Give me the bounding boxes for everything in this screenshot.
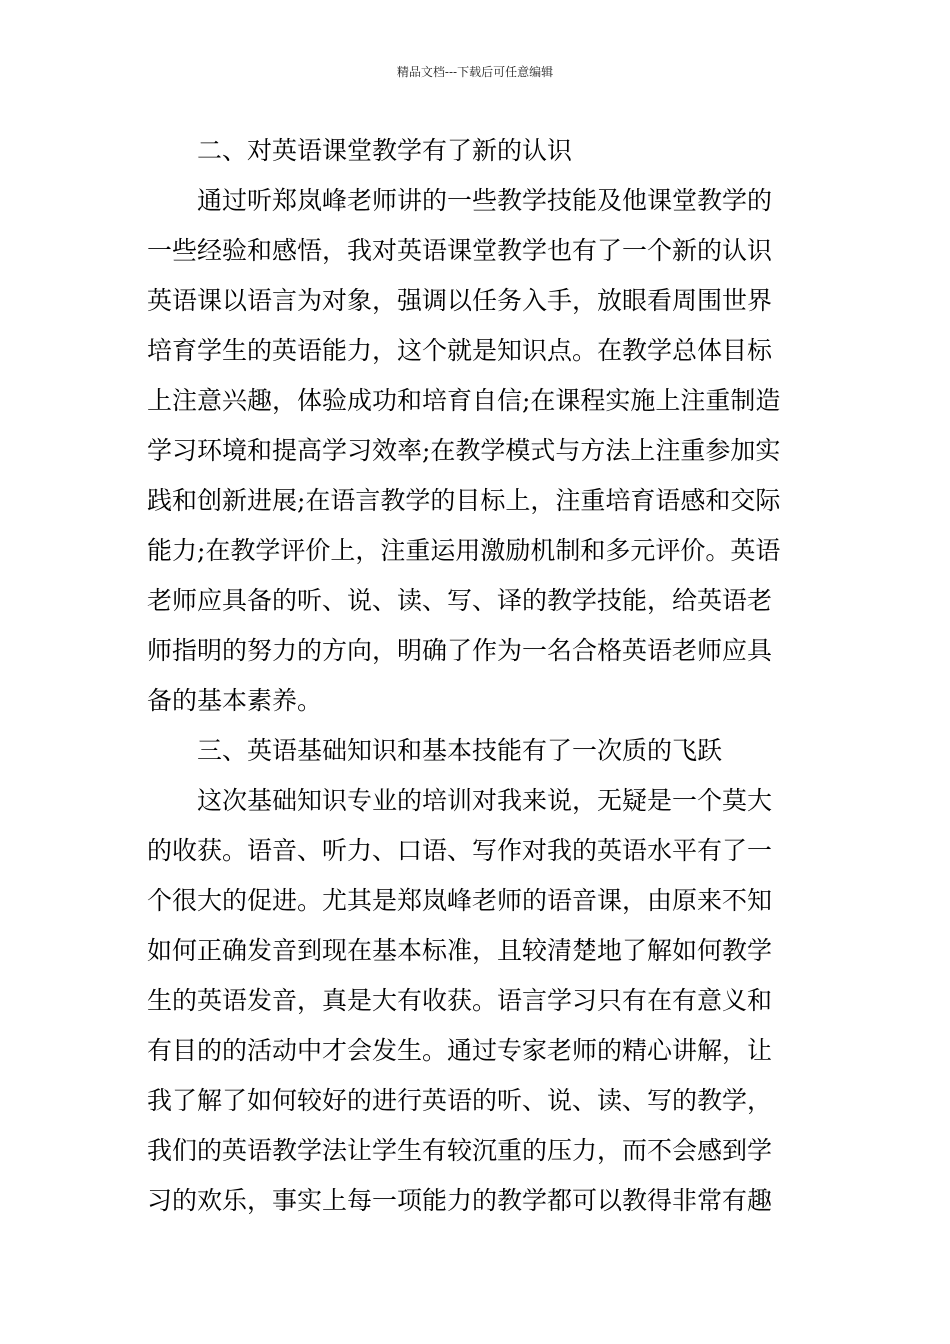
paragraph-line: 学习环境和提高学习效率;在教学模式与方法上注重参加实 xyxy=(147,436,781,465)
paragraph-line: 生的英语发音，真是大有收获。语言学习只有在有意义和 xyxy=(147,986,773,1015)
paragraph-section-2 xyxy=(147,176,807,726)
paragraph-line: 我了解了如何较好的进行英语的听、说、读、写的教学， xyxy=(147,1086,773,1115)
paragraph-line: 我们的英语教学法让学生有较沉重的压力，而不会感到学 xyxy=(147,1136,773,1165)
paragraph-line: 能力;在教学评价上，注重运用激励机制和多元评价。英语 xyxy=(147,536,781,565)
page-header: 精品文档---下载后可任意编辑 xyxy=(396,65,554,79)
paragraph-line: 备的基本素养。 xyxy=(147,686,323,715)
paragraph-line: 通过听郑岚峰老师讲的一些教学技能及他课堂教学的 xyxy=(197,186,773,215)
section-heading-2: 二、对英语课堂教学有了新的认识 xyxy=(197,136,573,165)
paragraph-line: 英语课以语言为对象，强调以任务入手，放眼看周围世界 xyxy=(147,286,773,315)
paragraph-line: 这次基础知识专业的培训对我来说，无疑是一个莫大 xyxy=(197,786,773,815)
paragraph-line: 的收获。语音、听力、口语、写作对我的英语水平有了一 xyxy=(147,836,773,865)
paragraph-section-3 xyxy=(147,776,807,1226)
paragraph-line: 如何正确发音到现在基本标准，且较清楚地了解如何教学 xyxy=(147,936,773,965)
paragraph-line: 老师应具备的听、说、读、写、译的教学技能，给英语老 xyxy=(147,586,773,615)
section-heading-3: 三、英语基础知识和基本技能有了一次质的飞跃 xyxy=(197,736,723,765)
document-body xyxy=(147,126,807,1226)
paragraph-line: 师指明的努力的方向，明确了作为一名合格英语老师应具 xyxy=(147,636,773,665)
paragraph-line: 习的欢乐，事实上每一项能力的教学都可以教得非常有趣 xyxy=(147,1186,773,1215)
paragraph-line: 一些经验和感悟，我对英语课堂教学也有了一个新的认识 xyxy=(147,236,773,265)
paragraph-line: 个很大的促进。尤其是郑岚峰老师的语音课，由原来不知 xyxy=(147,886,773,915)
paragraph-line: 培育学生的英语能力，这个就是知识点。在教学总体目标 xyxy=(147,336,773,365)
paragraph-line: 有目的的活动中才会发生。通过专家老师的精心讲解，让 xyxy=(147,1036,773,1065)
paragraph-line: 践和创新进展;在语言教学的目标上，注重培育语感和交际 xyxy=(147,486,781,515)
paragraph-line: 上注意兴趣，体验成功和培育自信;在课程实施上注重制造 xyxy=(147,386,781,415)
